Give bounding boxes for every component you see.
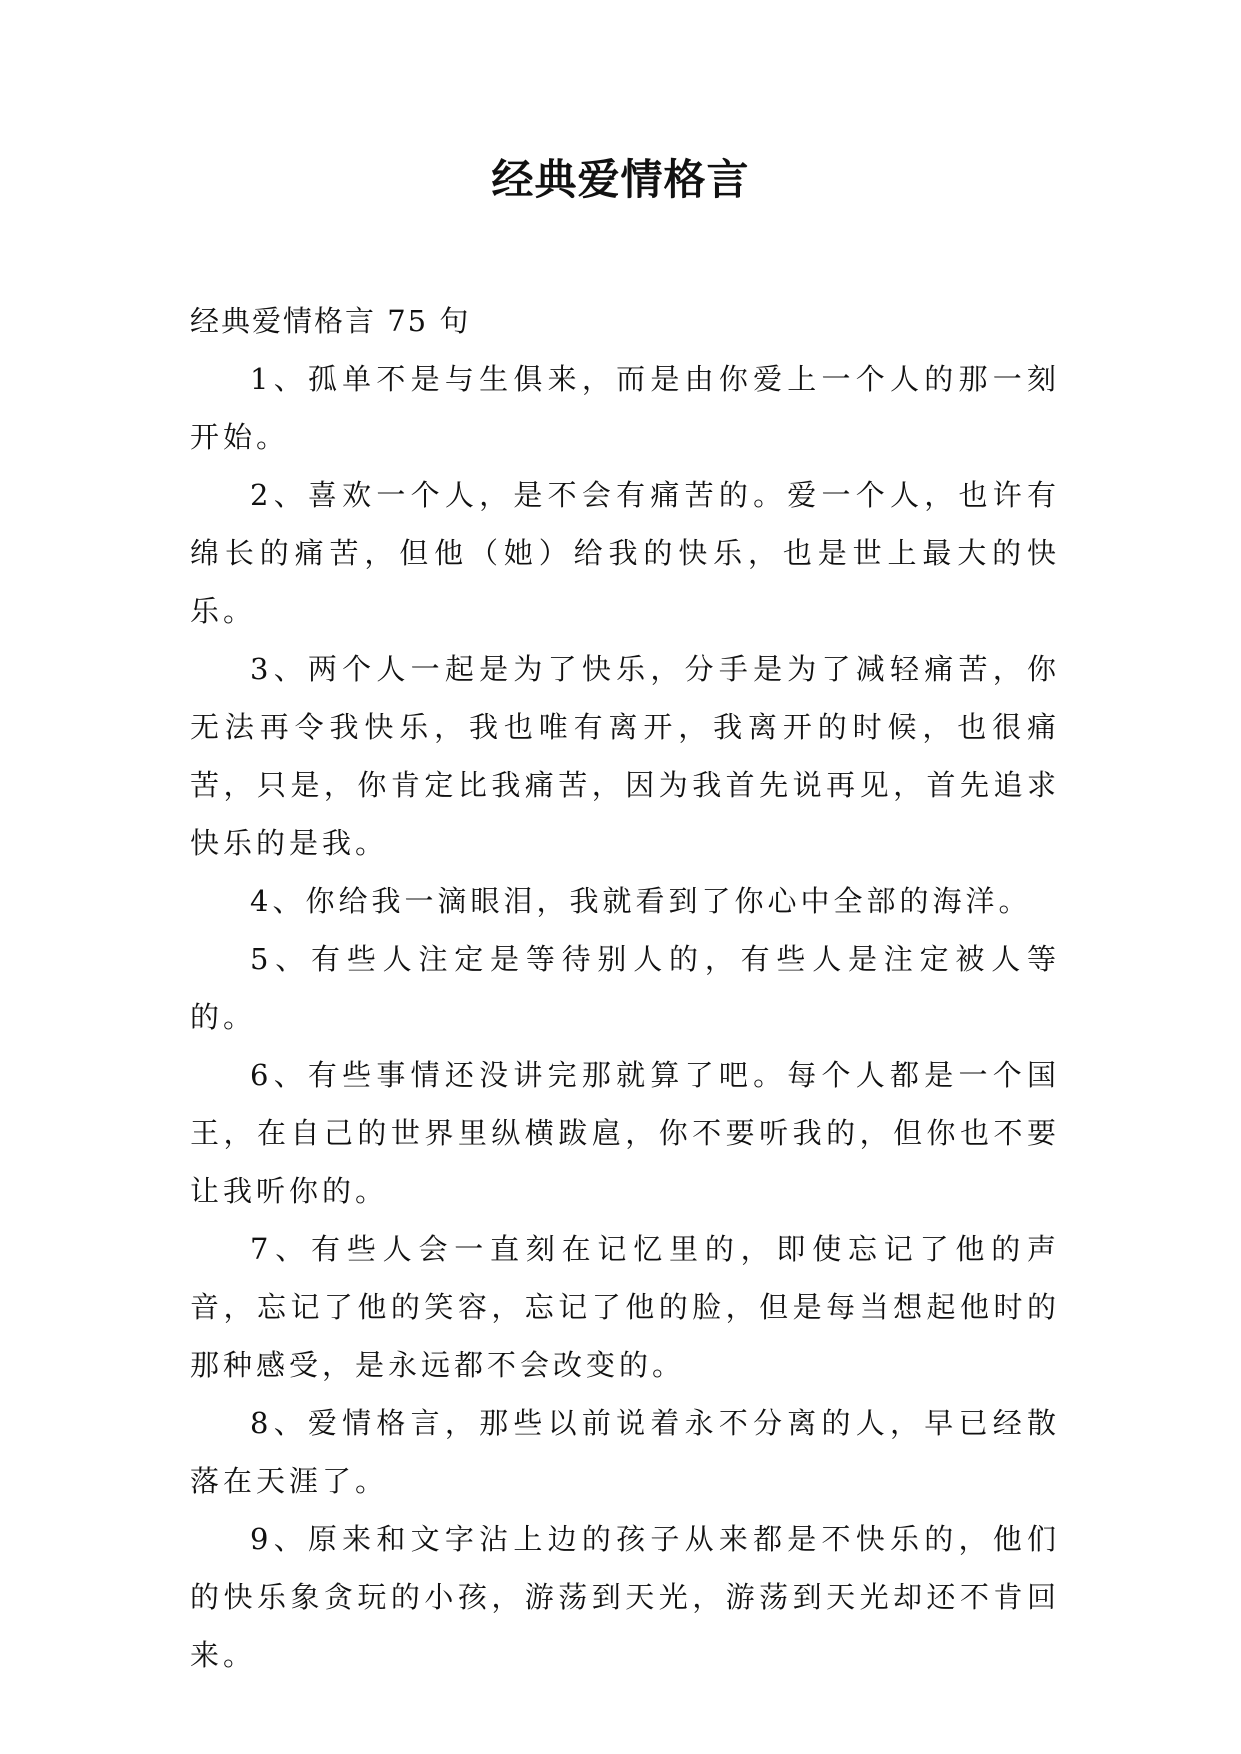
page-title: 经典爱情格言 [491, 155, 750, 204]
quote-paragraph-6: 6、有些事情还没讲完那就算了吧。每个人都是一个国王，在自己的世界里纵横跋扈，你不要听我的，但你也不要让我听你的。 [190, 1058, 1060, 1208]
quote-paragraph-4: 4、你给我一滴眼泪，我就看到了你心中全部的海洋。 [250, 884, 1032, 918]
quote-paragraph-7: 7、有些人会一直刻在记忆里的，即使忘记了他的声音，忘记了他的笑容，忘记了他的脸，但是每当想起他时的那种感受，是永远都不会改变的。 [190, 1232, 1060, 1382]
document-body [190, 292, 1060, 1684]
quote-paragraph-9: 9、原来和文字沾上边的孩子从来都是不快乐的，他们的快乐象贪玩的小孩，游荡到天光，游荡到天光却还不肯回来。 [190, 1522, 1060, 1672]
quote-paragraph-8: 8、爱情格言，那些以前说着永不分离的人，早已经散落在天涯了。 [190, 1406, 1060, 1498]
quote-paragraph-2: 2、喜欢一个人，是不会有痛苦的。爱一个人，也许有绵长的痛苦，但他（她）给我的快乐，也是世上最大的快乐。 [190, 478, 1060, 628]
quote-paragraph-5: 5、有些人注定是等待别人的，有些人是注定被人等的。 [190, 942, 1060, 1034]
intro-line: 经典爱情格言 75 句 [190, 304, 471, 338]
quote-paragraph-1: 1、孤单不是与生俱来，而是由你爱上一个人的那一刻开始。 [190, 362, 1060, 454]
quote-paragraph-3: 3、两个人一起是为了快乐，分手是为了减轻痛苦，你无法再令我快乐，我也唯有离开，我离开的时候，也很痛苦，只是，你肯定比我痛苦，因为我首先说再见，首先追求快乐的是我。 [190, 652, 1060, 860]
